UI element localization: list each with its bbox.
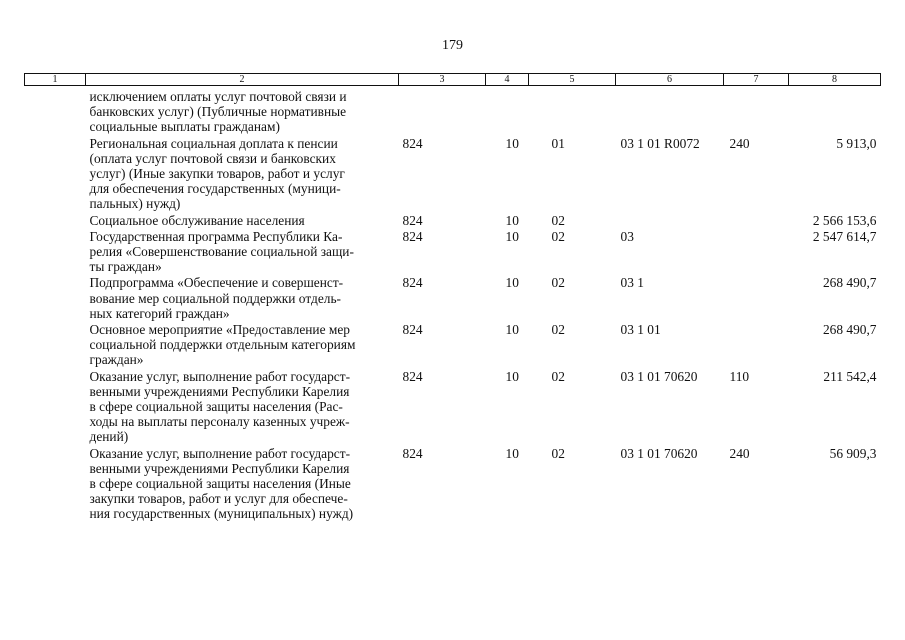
cell-subsection-code: 02 (551, 228, 565, 244)
budget-table (24, 73, 881, 522)
cell-grbs-code: 824 (402, 275, 423, 291)
cell-amount (789, 86, 881, 135)
name-line: Государственная программа Республики Ка- (89, 228, 343, 244)
name-line: в сфере социальной защиты населения (Иные (89, 476, 351, 492)
cell-subsection-code (529, 86, 616, 135)
cell-subsection-code: 02 (551, 275, 565, 291)
cell-target-article: 03 (620, 228, 634, 244)
cell-section-code: 10 (505, 212, 519, 228)
table-header (25, 74, 881, 86)
cell-amount: 268 490,7 (822, 275, 877, 291)
name-line: услуг) (Иные закупки товаров, работ и услуг (89, 166, 345, 182)
name-line: вование мер социальной поддержки отдель- (89, 290, 342, 306)
header-col-2: 2 (86, 74, 399, 86)
name-line: банковских услуг) (Публичные нормативные (89, 104, 347, 120)
budget-table-container (24, 73, 880, 522)
cell-amount: 268 490,7 (822, 322, 877, 338)
table-row (25, 368, 881, 445)
header-row (25, 74, 881, 86)
cell-grbs-code (399, 86, 486, 135)
cell-name (86, 212, 399, 228)
cell-name (86, 228, 399, 275)
cell-amount: 2 547 614,7 (812, 228, 877, 244)
cell-target-article: 03 1 01 70620 (620, 368, 698, 384)
header-col-5: 5 (529, 74, 616, 86)
cell-expense-type (724, 86, 789, 135)
cell-target-article: 03 1 01 R0072 (620, 135, 700, 151)
cell-grbs-code: 824 (402, 212, 423, 228)
cell-section-code: 10 (505, 135, 519, 151)
cell-expense-type: 240 (729, 135, 750, 151)
cell-grbs-code: 824 (402, 322, 423, 338)
cell-target-article (616, 212, 724, 228)
cell-amount: 56 909,3 (829, 445, 877, 461)
cell-expense-type: 240 (729, 445, 750, 461)
name-line: ты граждан» (89, 259, 162, 275)
header-col-6: 6 (616, 74, 724, 86)
header-col-1: 1 (25, 74, 86, 86)
cell-col-1 (25, 274, 86, 321)
cell-section-code: 10 (505, 275, 519, 291)
name-line: ходы на выплаты персоналу казенных учреж- (89, 414, 350, 430)
cell-col-1 (25, 135, 86, 212)
name-line: в сфере социальной защиты населения (Рас- (89, 399, 343, 415)
name-line: венными учреждениями Республики Карелия (89, 460, 350, 476)
cell-col-1 (25, 368, 86, 445)
name-line: социальные выплаты гражданам) (89, 119, 280, 135)
table-row (25, 228, 881, 275)
cell-subsection-code: 02 (551, 322, 565, 338)
cell-name (86, 135, 399, 212)
table-body (25, 86, 881, 522)
table-row (25, 135, 881, 212)
cell-grbs-code: 824 (402, 368, 423, 384)
cell-subsection-code: 02 (551, 368, 565, 384)
cell-expense-type (724, 228, 789, 275)
header-col-4: 4 (486, 74, 529, 86)
name-line: Оказание услуг, выполнение работ государст- (89, 445, 351, 461)
name-line: дений) (89, 429, 129, 445)
cell-name (86, 445, 399, 522)
cell-target-article: 03 1 (620, 275, 644, 291)
name-line: релия «Совершенствование социальной защи- (89, 244, 354, 260)
name-line: (оплата услуг почтовой связи и банковских (89, 150, 336, 166)
name-line: Оказание услуг, выполнение работ государст- (89, 368, 351, 384)
name-line: ния государственных (муниципальных) нужд) (89, 506, 354, 522)
cell-subsection-code: 02 (551, 212, 565, 228)
cell-grbs-code: 824 (402, 228, 423, 244)
name-line: Основное мероприятие «Предоставление мер (89, 322, 350, 338)
page-number: 179 (442, 38, 463, 53)
cell-expense-type (724, 212, 789, 228)
cell-name (86, 368, 399, 445)
cell-target-article (616, 86, 724, 135)
name-line: пальных) нужд) (89, 196, 181, 212)
header-col-8: 8 (789, 74, 881, 86)
cell-col-1 (25, 228, 86, 275)
cell-section-code: 10 (505, 228, 519, 244)
name-line: закупки товаров, работ и услуг для обеспече- (89, 491, 348, 507)
name-line: Подпрограмма «Обеспечение и совершенст- (89, 275, 344, 291)
cell-grbs-code: 824 (402, 135, 423, 151)
cell-col-1 (25, 212, 86, 228)
name-line: Социальное обслуживание населения (89, 212, 305, 228)
cell-subsection-code: 01 (551, 135, 565, 151)
cell-section-code: 10 (505, 445, 519, 461)
name-line: социальной поддержки отдельным категориям (89, 337, 356, 353)
name-line: Региональная социальная доплата к пенсии (89, 135, 338, 151)
cell-expense-type: 110 (729, 368, 750, 384)
name-line: исключением оплаты услуг почтовой связи и (89, 89, 347, 104)
name-line: для обеспечения государственных (муници- (89, 181, 341, 197)
table-row (25, 86, 881, 135)
name-line: граждан» (89, 352, 144, 368)
cell-grbs-code: 824 (402, 445, 423, 461)
cell-name (86, 321, 399, 368)
cell-amount: 211 542,4 (823, 368, 877, 384)
cell-col-1 (25, 321, 86, 368)
cell-name (86, 274, 399, 321)
cell-amount: 2 566 153,6 (812, 212, 877, 228)
cell-col-1 (25, 86, 86, 135)
cell-name (86, 86, 399, 135)
cell-target-article: 03 1 01 (620, 322, 661, 338)
cell-col-1 (25, 445, 86, 522)
table-row (25, 274, 881, 321)
header-col-7: 7 (724, 74, 789, 86)
cell-section-code (486, 86, 529, 135)
name-line: венными учреждениями Республики Карелия (89, 383, 350, 399)
table-row (25, 212, 881, 228)
table-row (25, 445, 881, 522)
cell-target-article: 03 1 01 70620 (620, 445, 698, 461)
cell-section-code: 10 (505, 322, 519, 338)
name-line: ных категорий граждан» (89, 305, 230, 321)
table-row (25, 321, 881, 368)
header-col-3: 3 (399, 74, 486, 86)
cell-subsection-code: 02 (551, 445, 565, 461)
cell-expense-type (724, 321, 789, 368)
cell-section-code: 10 (505, 368, 519, 384)
cell-amount: 5 913,0 (836, 135, 877, 151)
cell-expense-type (724, 274, 789, 321)
